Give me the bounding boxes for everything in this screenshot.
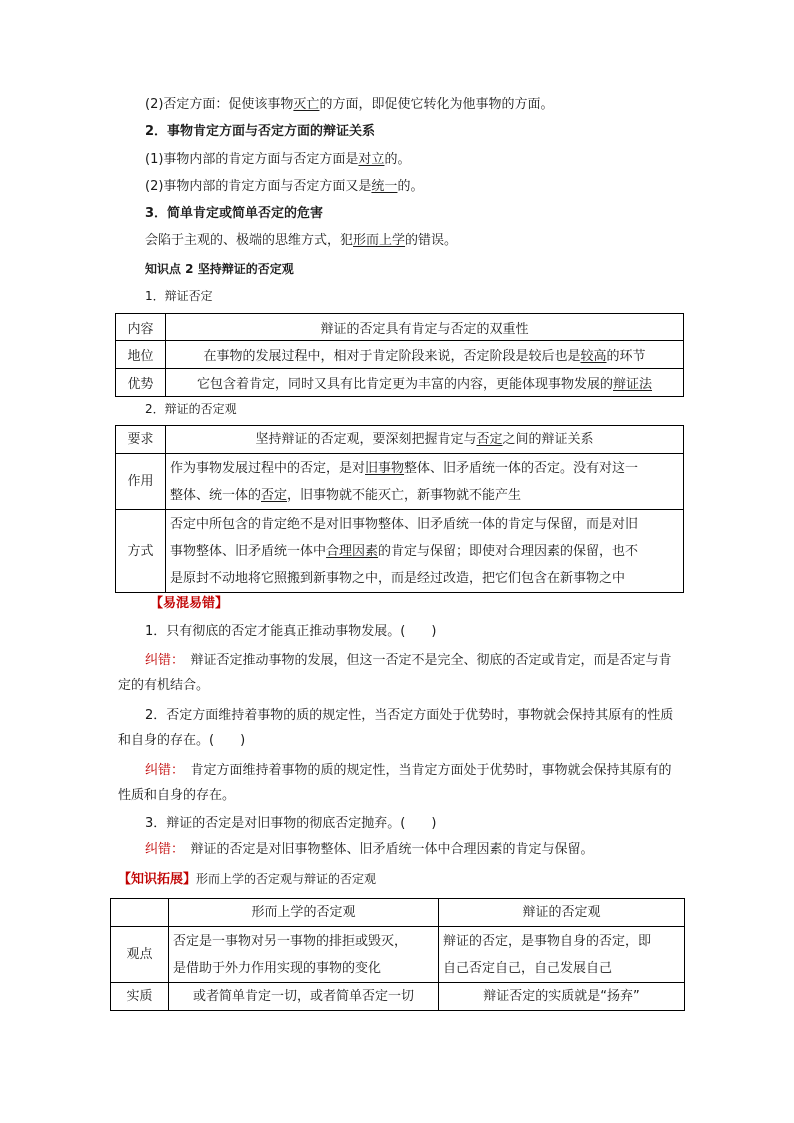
dialectical-negation-table xyxy=(115,313,684,397)
metaphysical-viewpoint: 否定是一事物对另一事物的排拒或毁灭， 是借助于外力作用实现的事物的变化 xyxy=(169,927,439,983)
knowledge-extension-tag: 【知识拓展】 xyxy=(118,872,197,887)
table-header-row xyxy=(111,899,685,927)
row-label: 方式 xyxy=(116,510,166,593)
table-row xyxy=(111,983,685,1011)
correction-3: 纠错： 辩证的否定是对旧事物整体、旧矛盾统一体中合理因素的肯定与保留。 xyxy=(145,842,594,857)
underlined-text: 形而上学 xyxy=(353,233,406,248)
header-cell: 形而上学的否定观 xyxy=(169,899,439,927)
text: 的。 xyxy=(397,179,424,194)
harm-line xyxy=(145,232,457,250)
table-row xyxy=(116,426,684,454)
extension-title: 形而上学的否定观与辩证的否定观 xyxy=(196,872,377,886)
table-row xyxy=(116,314,684,341)
question-3: 3．辩证的否定是对旧事物的彻底否定抛弃。( ) xyxy=(145,816,437,831)
opposition-line xyxy=(145,151,410,169)
dialectical-view-table xyxy=(115,425,684,593)
row-content: 它包含着肯定，同时又具有比肯定更为丰富的内容，更能体现事物发展的辩证法 xyxy=(166,369,684,397)
table-row xyxy=(116,369,684,397)
text: 的方面，即促使它转化为他事物的方面。 xyxy=(319,97,554,112)
underlined-text: 灭亡 xyxy=(293,97,320,112)
dialectical-essence: 辩证否定的实质就是“扬弃” xyxy=(439,983,685,1011)
unity-line xyxy=(145,178,423,196)
negative-aspect-line xyxy=(145,96,553,114)
row-content: 在事物的发展过程中，相对于肯定阶段来说，否定阶段是较后也是较高的环节 xyxy=(166,341,684,369)
table-row xyxy=(116,510,684,593)
correction-1: 纠错： 辩证否定推动事物的发展，但这一否定不是完全、彻底的否定或肯定，而是否定与肯定的有机结合。 xyxy=(118,653,672,693)
table-row xyxy=(111,927,685,983)
section-heading-2: 2．事物肯定方面与否定方面的辩证关系 xyxy=(145,124,376,139)
easy-mistakes-tag: 【易混易错】 xyxy=(150,596,229,611)
row-content: 辩证的否定具有肯定与否定的双重性 xyxy=(166,314,684,341)
text: (1)事物内部的肯定方面与否定方面是 xyxy=(145,152,359,167)
row-content: 否定中所包含的肯定绝不是对旧事物整体、旧矛盾统一体的肯定与保留，而是对旧 事物整体、旧矛盾统一体中合理因素的肯定与保留；即使对合理因素的保留，也不 是原封不动地将它照搬到新事物之中，而是经过改造，把它们包含在新事物之中 xyxy=(166,510,684,593)
knowledge-point-2-heading: 知识点 2 坚持辩证的否定观 xyxy=(145,262,294,276)
row-label: 内容 xyxy=(116,314,166,341)
question-2: 2．否定方面维持着事物的质的规定性，当否定方面处于优势时，事物就会保持其原有的性质和自身的存在。( ) xyxy=(118,708,674,748)
table-row xyxy=(116,341,684,369)
header-cell: 辩证的否定观 xyxy=(439,899,685,927)
row-label: 地位 xyxy=(116,341,166,369)
row-content: 作为事物发展过程中的否定，是对旧事物整体、旧矛盾统一体的否定。没有对这一 整体、统一体的否定，旧事物就不能灭亡，新事物就不能产生 xyxy=(166,454,684,510)
row-label: 要求 xyxy=(116,426,166,454)
row-label: 作用 xyxy=(116,454,166,510)
row-label: 实质 xyxy=(111,983,169,1011)
text: 会陷于主观的、极端的思维方式，犯 xyxy=(145,233,354,248)
row-label: 观点 xyxy=(111,927,169,983)
text: 的。 xyxy=(384,152,411,167)
metaphysical-essence: 或者简单肯定一切，或者简单否定一切 xyxy=(169,983,439,1011)
subheading-dialectical-negation: 1．辩证否定 xyxy=(145,289,213,303)
row-label: 优势 xyxy=(116,369,166,397)
comparison-table xyxy=(110,898,685,1011)
table-row xyxy=(116,454,684,510)
text: (2)事物内部的肯定方面与否定方面又是 xyxy=(145,179,372,194)
dialectical-viewpoint: 辩证的否定，是事物自身的否定，即 自己否定自己，自己发展自己 xyxy=(439,927,685,983)
extension-heading xyxy=(118,870,376,889)
text: 的错误。 xyxy=(405,233,458,248)
row-content: 坚持辩证的否定观，要深刻把握肯定与否定之间的辩证关系 xyxy=(166,426,684,454)
underlined-text: 统一 xyxy=(371,179,398,194)
text: (2)否定方面：促使该事物 xyxy=(145,97,294,112)
correction-2: 纠错： 肯定方面维持着事物的质的规定性，当肯定方面处于优势时，事物就会保持其原有的性质和自身的存在。 xyxy=(118,763,672,803)
header-cell xyxy=(111,899,169,927)
underlined-text: 对立 xyxy=(358,152,385,167)
subheading-dialectical-view: 2．辩证的否定观 xyxy=(145,402,237,416)
question-1: 1．只有彻底的否定才能真正推动事物发展。( ) xyxy=(145,624,437,639)
section-heading-3: 3．简单肯定或简单否定的危害 xyxy=(145,206,324,221)
